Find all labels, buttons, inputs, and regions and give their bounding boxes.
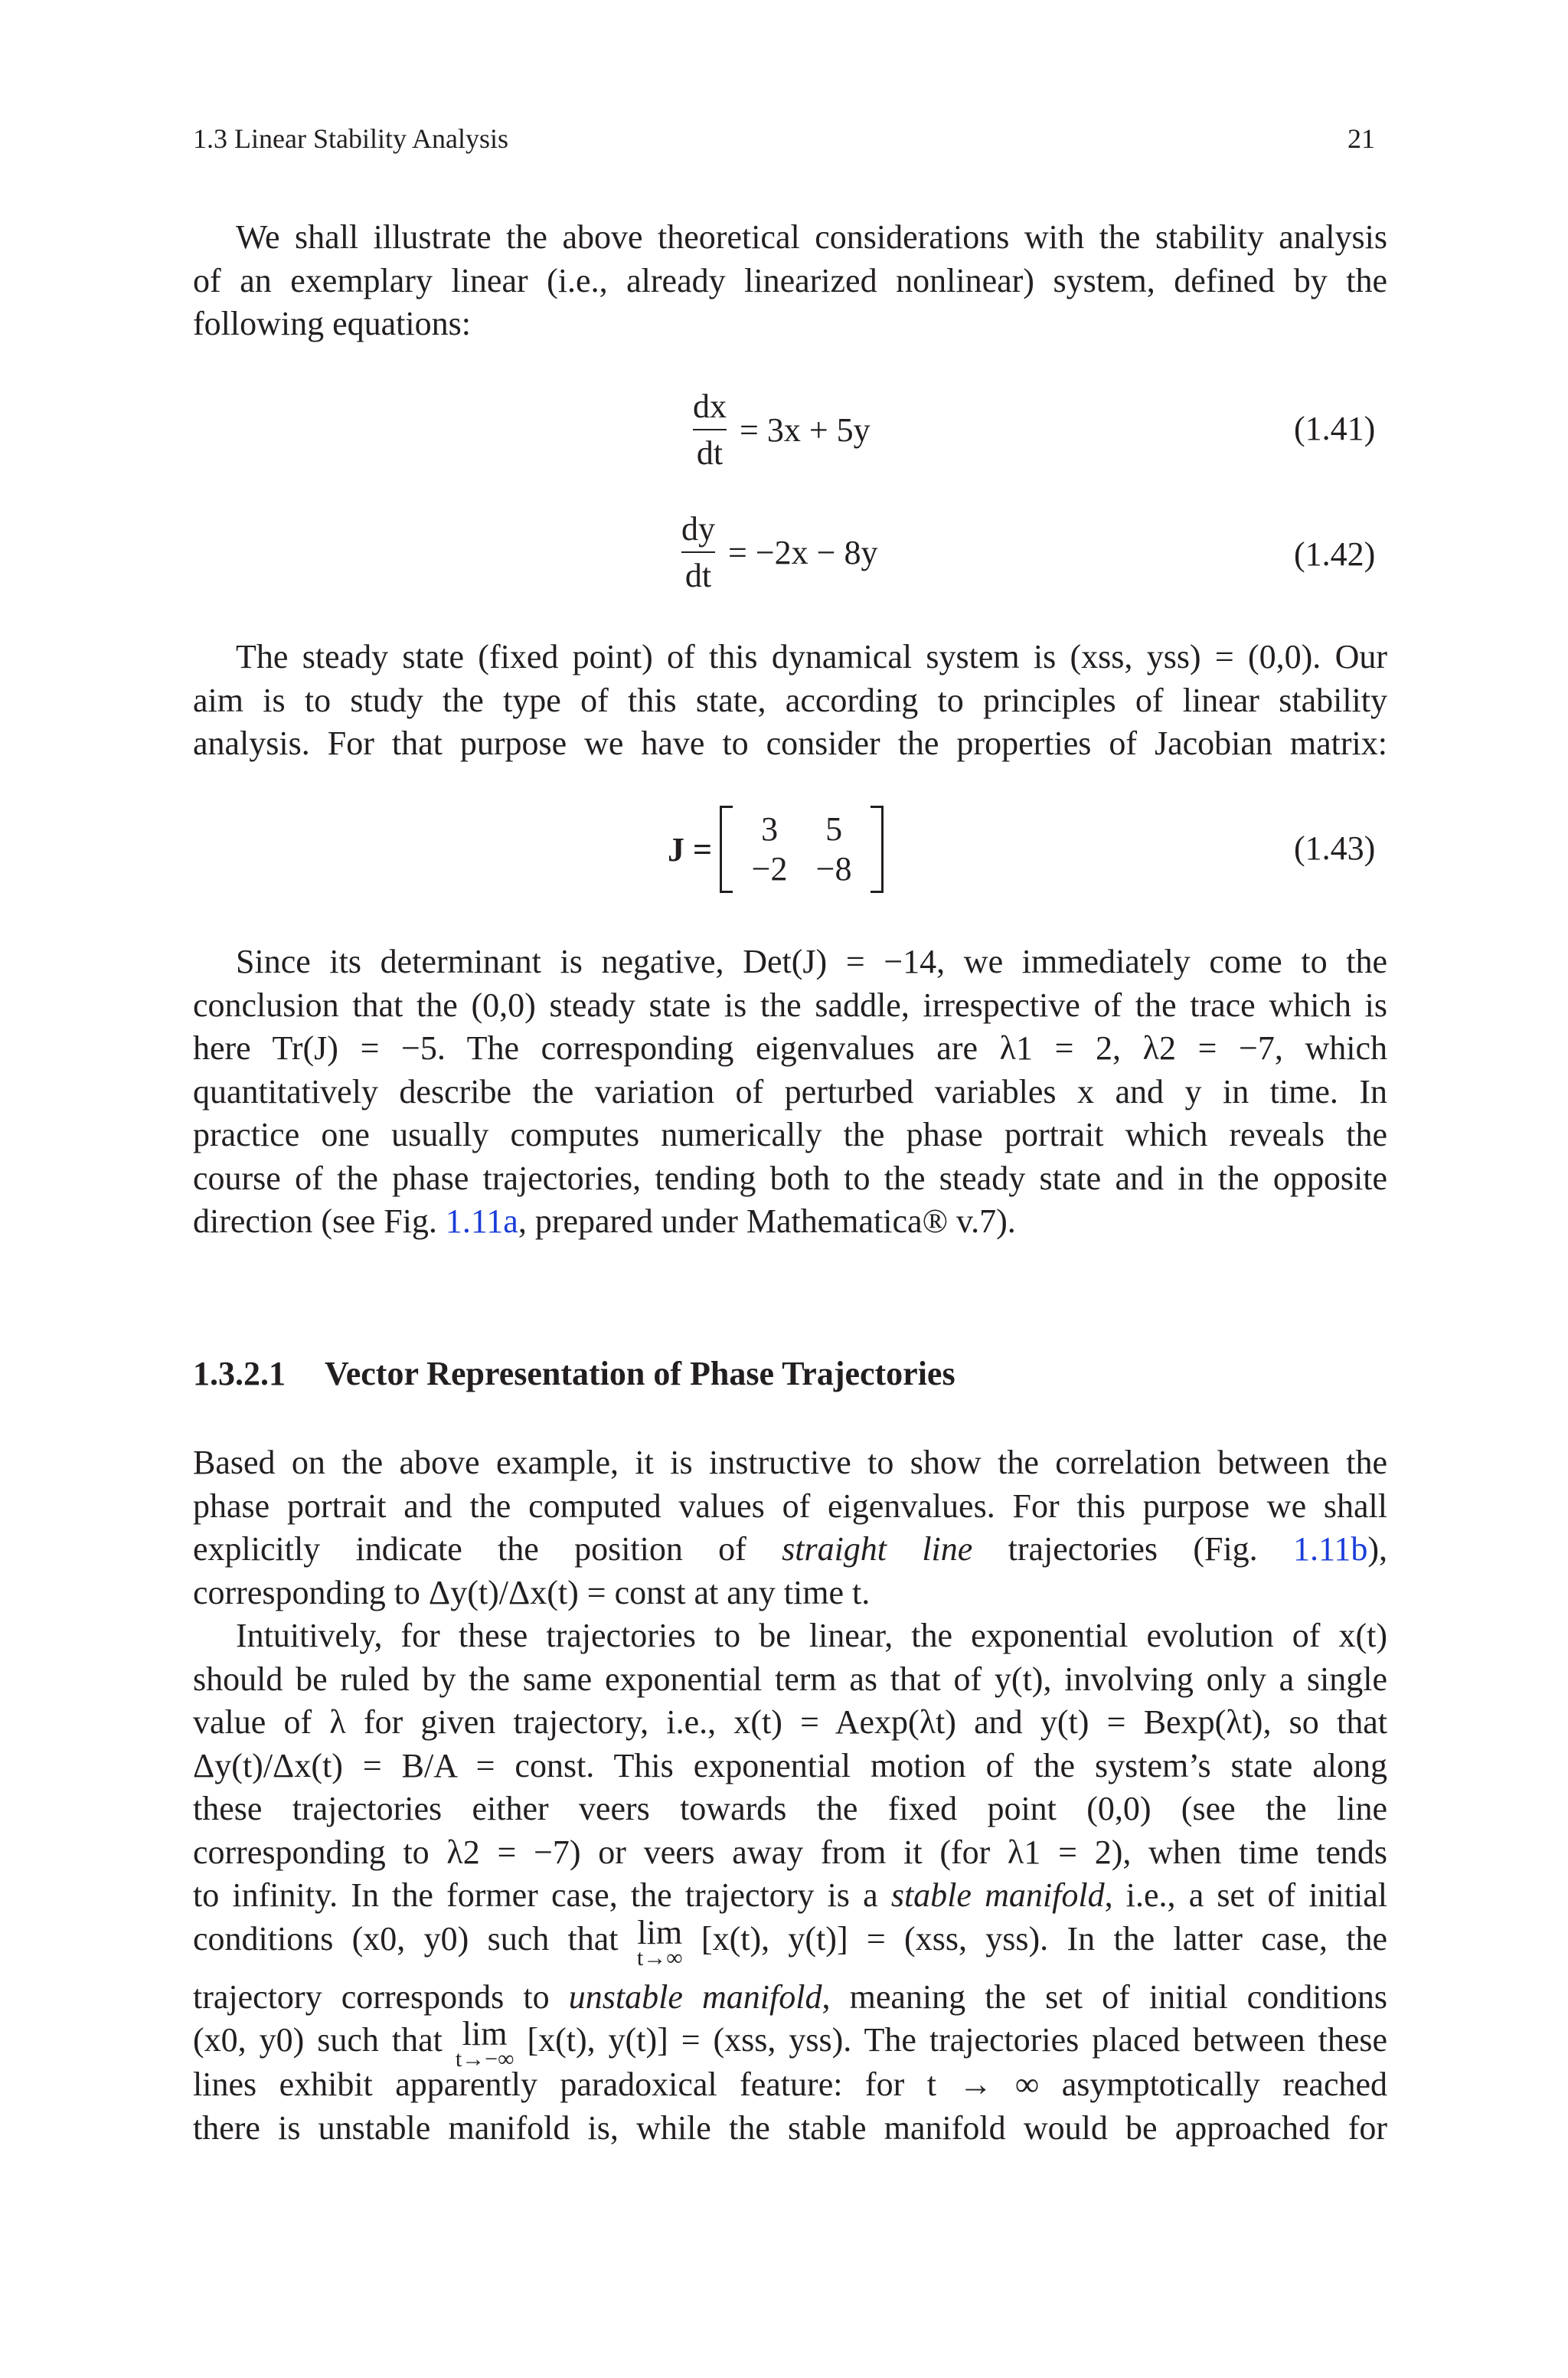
section-heading: [193, 1354, 956, 1393]
running-header-section: 1.3 Linear Stability Analysis: [193, 123, 508, 154]
text-line: Since its determinant is negative, Det(J) = −14, we immediately come to the: [236, 943, 1387, 980]
equation-1-41: [693, 387, 871, 473]
text-span: [x(t), y(t)] = (xss, yss). The trajectories placed between these: [514, 2021, 1388, 2059]
fraction-bar: [693, 429, 727, 430]
equation-rhs: = 3x + 5y: [740, 411, 871, 449]
text-line: corresponding to λ2 = −7) or veers away from it (for λ1 = 2), when time tends: [193, 1833, 1387, 1871]
page-number: 21: [1348, 123, 1375, 154]
text-line: [193, 1528, 1387, 1572]
equation-label: (1.43): [1294, 829, 1376, 867]
text-span: , meaning the set of initial conditions: [822, 1977, 1387, 2016]
fraction-bar: [681, 551, 715, 553]
limit-subscript: t→−∞: [455, 2046, 514, 2072]
text-span: , prepared under Mathematica® v.7).: [518, 1202, 1016, 1240]
text-line: course of the phase trajectories, tending both to the steady state and in the opposite: [193, 1159, 1387, 1197]
text-line: Intuitively, for these trajectories to be linear, the exponential evolution of x(t): [236, 1617, 1387, 1654]
text-line: lines exhibit apparently paradoxical feature: for t → ∞ asymptotically reached: [193, 2066, 1387, 2103]
emphasis-text: unstable manifold: [568, 1977, 822, 2016]
left-bracket: [720, 806, 733, 893]
text-span: trajectories (Fig.: [972, 1530, 1293, 1568]
text-line: Based on the above example, it is instructive to show the correlation between the: [193, 1444, 1387, 1481]
text-line: analysis. For that purpose we have to consider the properties of Jacobian matrix:: [193, 725, 1387, 762]
text-span: trajectory corresponds to: [193, 1977, 569, 2016]
text-line: of an exemplary linear (i.e., already linearized nonlinear) system, defined by the: [193, 261, 1387, 299]
text-line: phase portrait and the computed values of eigenvalues. For this purpose we shall: [193, 1487, 1387, 1525]
fraction-denominator: dt: [696, 434, 724, 472]
determinant-paragraph: [193, 940, 1387, 1244]
equation-rhs: = −2x − 8y: [728, 533, 878, 571]
matrix-grid: [733, 810, 871, 889]
text-span: direction (see Fig.: [193, 1202, 446, 1240]
steady-state-paragraph: [193, 636, 1387, 766]
figure-link-1-11b[interactable]: 1.11b: [1292, 1530, 1368, 1568]
text-line: value of λ for given trajectory, i.e., x(t) = Aexp(λt) and y(t) = Bexp(λt), so that: [193, 1703, 1387, 1741]
equation-label: (1.41): [1294, 410, 1376, 447]
limit-label: lim: [637, 1913, 683, 1951]
jacobian-matrix: [720, 806, 884, 893]
jacobian-lhs: J =: [668, 830, 713, 868]
intro-paragraph: [193, 216, 1387, 346]
text-line: practice one usually computes numerically the phase portrait which reveals the: [193, 1116, 1387, 1153]
equation-label: (1.42): [1294, 535, 1376, 573]
matrix-cell: 5: [825, 810, 843, 848]
right-bracket: [871, 806, 884, 893]
based-paragraph: [193, 1441, 1387, 1614]
limit-operator: [455, 2015, 514, 2072]
text-span: to infinity. In the former case, the trajectory is a: [193, 1876, 891, 1914]
text-line: following equations:: [193, 305, 471, 342]
fraction-numerator: dy: [681, 510, 715, 548]
derivative-fraction: [681, 509, 715, 595]
text-span: conditions (x0, y0) such that: [193, 1919, 637, 1958]
text-line: these trajectories either veers towards the fixed point (0,0) (see the line: [193, 1790, 1387, 1827]
text-line: quantitatively describe the variation of perturbed variables x and y in time. In: [193, 1072, 1387, 1110]
text-span: ),: [1367, 1530, 1388, 1568]
text-span: (x0, y0) such that: [193, 2021, 456, 2059]
limit-label: lim: [462, 2015, 508, 2053]
text-span: explicitly indicate the position of: [193, 1530, 782, 1568]
matrix-cell: −8: [815, 850, 852, 888]
text-line: conclusion that the (0,0) steady state is the saddle, irrespective of the trace which is: [193, 986, 1387, 1024]
figure-link-1-11a[interactable]: 1.11a: [445, 1202, 518, 1240]
text-span: [x(t), y(t)] = (xss, yss). In the latter case, the: [682, 1919, 1388, 1958]
heading-number: 1.3.2.1: [193, 1355, 286, 1392]
fraction-denominator: dt: [684, 557, 712, 594]
text-line: [193, 1874, 1387, 1918]
text-line: corresponding to Δy(t)/Δx(t) = const at any time t.: [193, 1573, 871, 1611]
text-line: [193, 1913, 1388, 1976]
fraction-numerator: dx: [693, 388, 727, 425]
equation-1-42: [681, 509, 877, 595]
text-line: [193, 1200, 1387, 1244]
text-line: should be ruled by the same exponential term as that of y(t), involving only a single: [193, 1660, 1387, 1698]
text-line: We shall illustrate the above theoretical considerations with the stability analysis: [236, 218, 1387, 256]
text-line: [193, 1976, 1387, 2020]
matrix-cell: 3: [761, 810, 779, 848]
matrix-cell: −2: [751, 850, 788, 888]
emphasis-text: straight line: [782, 1530, 973, 1568]
intuitive-paragraph: [193, 1614, 1387, 2150]
limit-subscript: t→∞: [636, 1945, 683, 1971]
text-line: [193, 2015, 1388, 2072]
text-line: here Tr(J) = −5. The corresponding eigenvalues are λ1 = 2, λ2 = −7, which: [193, 1029, 1387, 1067]
text-line: The steady state (fixed point) of this dynamical system is (xss, yss) = (0,0). Our: [236, 638, 1387, 675]
text-span: , i.e., a set of initial: [1104, 1876, 1387, 1914]
text-line: there is unstable manifold is, while the stable manifold would be approached for: [193, 2108, 1387, 2147]
text-line: Δy(t)/Δx(t) = B/A = const. This exponential motion of the system’s state along: [193, 1746, 1387, 1784]
equation-1-43: [668, 806, 884, 893]
derivative-fraction: [693, 387, 727, 473]
text-line: aim is to study the type of this state, according to principles of linear stability: [193, 681, 1387, 719]
heading-title: Vector Representation of Phase Trajectories: [325, 1355, 956, 1392]
emphasis-text: stable manifold: [890, 1876, 1105, 1914]
limit-operator: [636, 1913, 683, 1971]
